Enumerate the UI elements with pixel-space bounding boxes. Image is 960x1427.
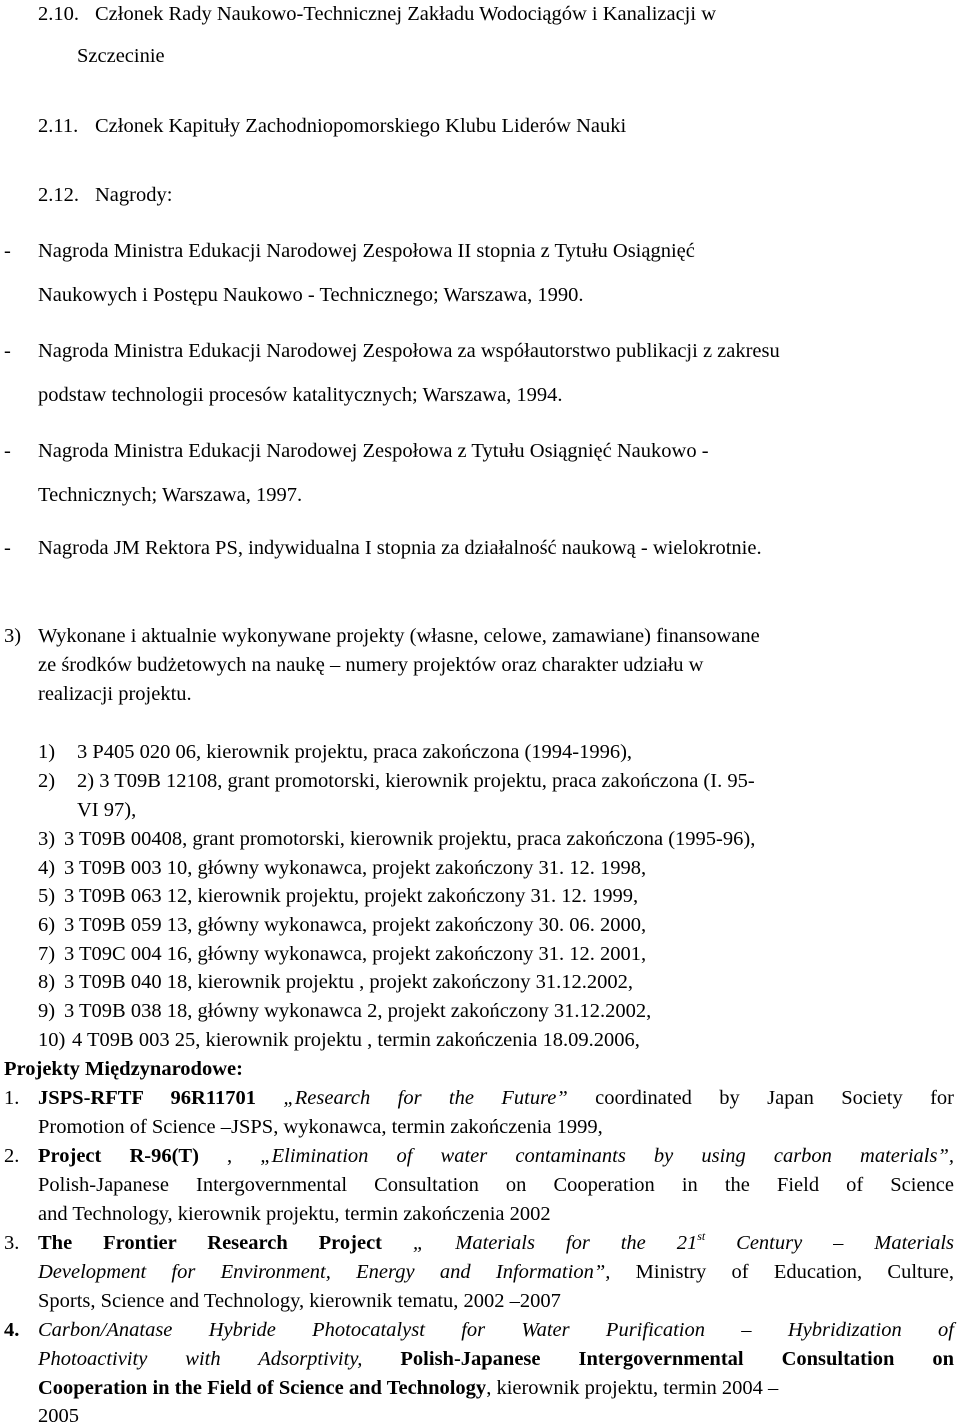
list-item: 2) 3 T09B 12108, grant promotorski, kierownik projektu, praca zakończona (I. 95- <box>77 770 755 792</box>
intl-project-3-line-2 <box>38 1262 954 1283</box>
list-item: 3 T09B 038 18, główny wykonawca 2, projekt zakończony 31.12.2002, <box>64 1000 652 1022</box>
text-line: Członek Kapituły Zachodniopomorskiego Klubu Liderów Nauki <box>95 115 627 137</box>
list-item: 3 T09B 063 12, kierownik projektu, projekt zakończony 31. 12. 1999, <box>64 885 639 907</box>
title-part: Century – Materials <box>736 1232 954 1254</box>
project-title: „Research for the Future” <box>283 1087 568 1109</box>
text-line: Polish-Japanese Intergovernmental Consultation on Cooperation in the Field of Science <box>38 1174 954 1196</box>
list-item: VI 97), <box>77 799 137 821</box>
list-number: 5) <box>38 885 56 907</box>
dash-bullet: - <box>4 240 11 262</box>
text-line: Nagrody: <box>95 184 173 206</box>
superscript: st <box>697 1229 706 1243</box>
intl-project-2-line-1 <box>38 1146 954 1167</box>
project-title <box>412 1229 706 1254</box>
list-number: 3) <box>38 828 56 850</box>
list-number: 1) <box>38 741 56 763</box>
text-line: ze środków budżetowych na naukę – numery projektów oraz charakter udziału w <box>38 654 704 676</box>
section-number: 3) <box>4 625 22 647</box>
text-line: 2005 <box>38 1405 79 1427</box>
list-number: 6) <box>38 914 56 936</box>
item-number: 2.12. <box>38 184 79 206</box>
list-number: 4. <box>4 1319 20 1341</box>
list-number: 4) <box>38 857 56 879</box>
intl-project-4-line-3 <box>38 1378 778 1399</box>
list-item: 4 T09B 003 25, kierownik projektu , termin zakończenia 18.09.2006, <box>72 1029 640 1051</box>
text-line: Wykonane i aktualnie wykonywane projekty (własne, celowe, zamawiane) finansowane <box>38 625 760 647</box>
list-number: 2. <box>4 1145 20 1167</box>
list-number: 8) <box>38 971 56 993</box>
list-number: 10) <box>38 1029 66 1051</box>
list-item: 3 T09B 059 13, główny wykonawca, projekt zakończony 30. 06. 2000, <box>64 914 647 936</box>
list-item: 3 T09C 004 16, główny wykonawca, projekt zakończony 31. 12. 2001, <box>64 943 647 965</box>
list-number: 9) <box>38 1000 56 1022</box>
project-text: , kierownik projektu, termin 2004 – <box>486 1377 779 1399</box>
item-number: 2.10. <box>38 3 79 25</box>
dash-bullet: - <box>4 340 11 362</box>
list-number: 2) <box>38 770 56 792</box>
project-text: Ministry of Education, Culture, <box>635 1261 955 1283</box>
text-line: podstaw technologii procesów katalitycznych; Warszawa, 1994. <box>38 384 563 406</box>
text-line: Nagroda JM Rektora PS, indywidualna I stopnia za działalność naukową - wielokrotnie. <box>38 537 762 559</box>
text-line: and Technology, kierownik projektu, termin zakończenia 2002 <box>38 1203 551 1225</box>
text-line: Sports, Science and Technology, kierownik tematu, 2002 –2007 <box>38 1290 561 1312</box>
project-text: Cooperation in the Field of Science and Technology <box>38 1377 487 1399</box>
dash-bullet: - <box>4 440 11 462</box>
project-text: Polish-Japanese Intergovernmental Consultation on <box>400 1348 954 1370</box>
list-item: 3 T09B 003 10, główny wykonawca, projekt zakończony 31. 12. 1998, <box>64 857 647 879</box>
text-line: Nagroda Ministra Edukacji Narodowej Zespołowa z Tytułu Osiągnięć Naukowo - <box>38 440 709 462</box>
title-part: „ Materials for the 21 <box>412 1232 698 1254</box>
text-line: Nagroda Ministra Edukacji Narodowej Zespołowa za współautorstwo publikacji z zakresu <box>38 340 780 362</box>
text-line: Carbon/Anatase Hybride Photocatalyst for Water Purification – Hybridization of <box>38 1319 954 1341</box>
list-item: 3 T09B 00408, grant promotorski, kierownik projektu, praca zakończona (1995-96), <box>64 828 756 850</box>
text-line: Nagroda Ministra Edukacji Narodowej Zespołowa II stopnia z Tytułu Osiągnięć <box>38 240 695 262</box>
intl-project-3-line-1 <box>38 1229 954 1254</box>
section-heading: Projekty Międzynarodowe: <box>4 1058 243 1080</box>
intl-project-1-line-1 <box>38 1088 954 1109</box>
list-number: 7) <box>38 943 56 965</box>
text-line: Szczecinie <box>77 45 165 67</box>
text-line: realizacji projektu. <box>38 683 192 705</box>
project-title: Development for Environment, Energy and Information”, <box>38 1261 611 1283</box>
list-item: 3 T09B 040 18, kierownik projektu , projekt zakończony 31.12.2002, <box>64 971 633 993</box>
project-title: „Elimination of water contaminants by using carbon materials”, <box>260 1145 954 1167</box>
project-code: JSPS-RFTF 96R11701 <box>38 1087 256 1109</box>
list-item: 3 P405 020 06, kierownik projektu, praca zakończona (1994-1996), <box>77 741 633 763</box>
item-number: 2.11. <box>38 115 79 137</box>
text-line: Promotion of Science –JSPS, wykonawca, termin zakończenia 1999, <box>38 1116 603 1138</box>
project-text: coordinated by Japan Society for <box>595 1087 954 1109</box>
project-title: Photoactivity with Adsorptivity, <box>38 1348 363 1370</box>
project-code: Project R-96(T) <box>38 1145 199 1167</box>
dash-bullet: - <box>4 537 11 559</box>
text-line: Technicznych; Warszawa, 1997. <box>38 484 303 506</box>
text-line: Członek Rady Naukowo-Technicznej Zakładu Wodociągów i Kanalizacji w <box>95 3 717 25</box>
text-line: Naukowych i Postępu Naukowo - Technicznego; Warszawa, 1990. <box>38 284 584 306</box>
list-number: 3. <box>4 1232 20 1254</box>
list-number: 1. <box>4 1087 20 1109</box>
separator: , <box>227 1145 233 1167</box>
project-code: The Frontier Research Project <box>38 1232 382 1254</box>
intl-project-4-line-2 <box>38 1349 954 1370</box>
